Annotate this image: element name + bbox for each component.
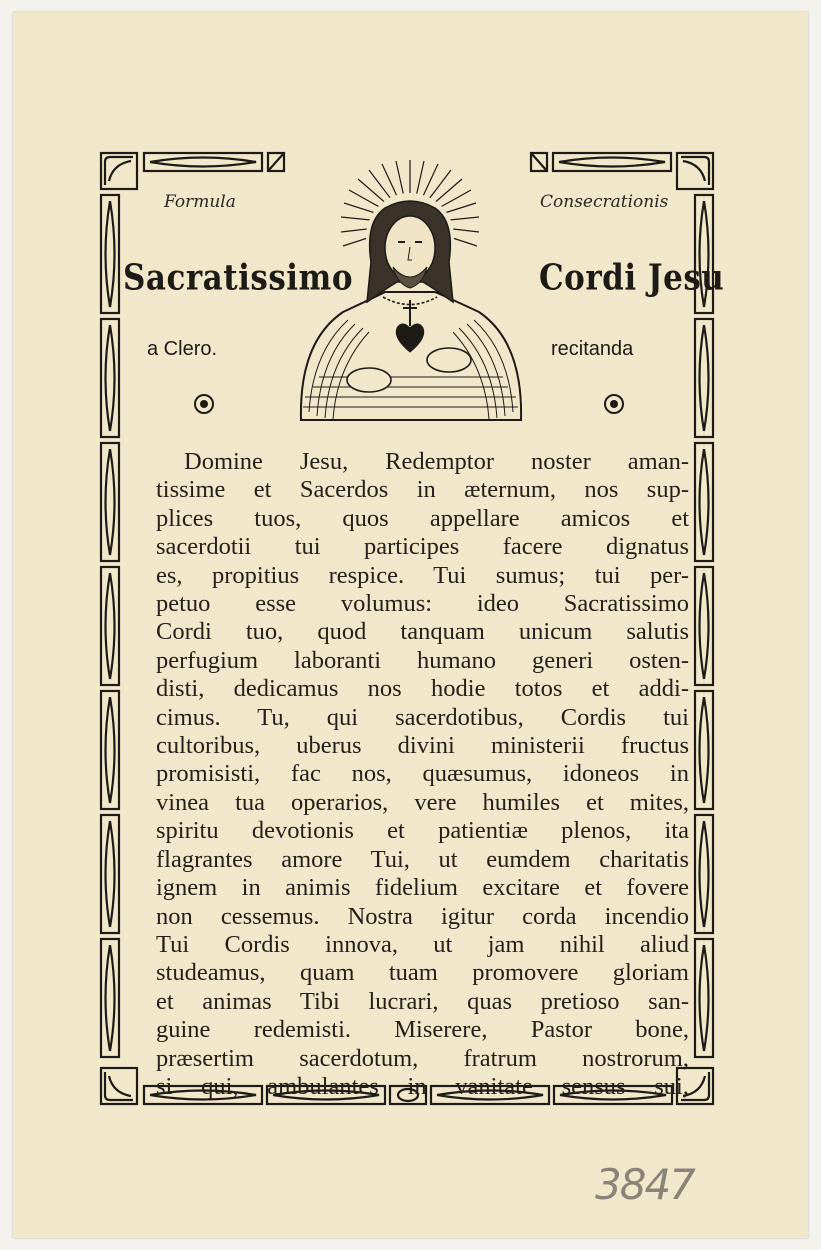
title-left: Sacratissimo [123, 257, 354, 299]
body-line: ignem in animis fidelium excitare et fovere [156, 874, 689, 902]
body-line: cimus. Tu, qui sacerdotibus, Cordis tui [156, 703, 689, 731]
corner-ornament-top-right [677, 153, 713, 189]
body-line: perfugium laboranti humano generi osten- [156, 646, 689, 674]
title-right: Cordi Jesu [539, 257, 725, 299]
consecration-prayer-text [156, 448, 689, 1101]
left-side-panels [101, 195, 119, 1057]
body-line: Domine Jesu, Redemptor noster aman- [184, 448, 689, 475]
body-line: promisisti, fac nos, quæsumus, idoneos in [156, 760, 689, 788]
body-line: flagrantes amore Tui, ut eumdem charitatis [156, 845, 689, 873]
body-line: plices tuos, quos appellare amicos et [156, 504, 689, 532]
document-sheet [13, 12, 808, 1238]
body-line: disti, dedicamus nos hodie totos et addi- [156, 675, 689, 703]
body-line: es, propitius respice. Tui sumus; tui per- [156, 561, 689, 589]
body-line: si qui, ambulantes in vanitate sensus sui, [156, 1072, 689, 1100]
body-line: vinea tua operarios, vere humiles et mites, [156, 788, 689, 816]
body-line: non cessemus. Nostra igitur corda incendio [156, 902, 689, 930]
body-line: studeamus, quam tuam promovere gloriam [156, 959, 689, 987]
body-line: petuo esse volumus: ideo Sacratissimo [156, 590, 689, 618]
subtitle-left: a Clero. [147, 338, 218, 360]
top-border-left [144, 153, 284, 171]
right-side-panels [695, 195, 713, 1057]
top-border-right [531, 153, 671, 171]
body-line: Tui Cordis innova, ut jam nihil aliud [156, 930, 689, 958]
ornament-bullet-left-icon [194, 394, 214, 414]
ornament-bullet-right-icon [604, 394, 624, 414]
catalog-number: 3847 [595, 1160, 694, 1209]
body-line: cultoribus, uberus divini ministerii fructus [156, 732, 689, 760]
subtitle-right: recitanda [551, 338, 634, 360]
corner-ornament-bottom-left [101, 1068, 137, 1104]
corner-ornament-top-left [101, 153, 137, 189]
body-line: et animas Tibi lucrari, quas pretioso san- [156, 987, 689, 1015]
body-line: Cordi tuo, quod tanquam unicum salutis [156, 618, 689, 646]
body-line: præsertim sacerdotum, fratrum nostrorum, [156, 1044, 689, 1072]
right-caption: Consecrationis [540, 192, 669, 212]
body-line: guine redemisti. Miserere, Pastor bone, [156, 1016, 689, 1044]
left-caption: Formula [164, 192, 236, 212]
body-line: spiritu devotionis et patientiæ plenos, ita [156, 817, 689, 845]
body-line: tissime et Sacerdos in æternum, nos sup- [156, 476, 689, 504]
body-line: sacerdotii tui participes facere dignatus [156, 533, 689, 561]
